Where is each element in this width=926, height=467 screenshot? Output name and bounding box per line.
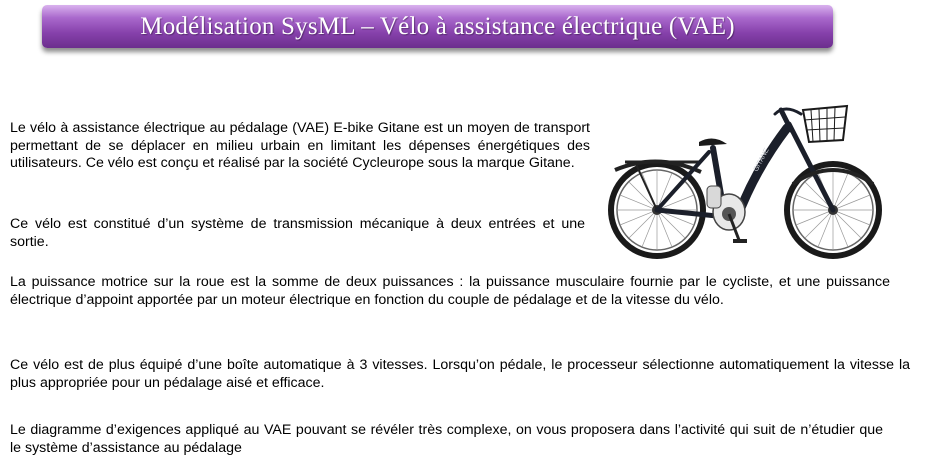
paragraph-transmission: Ce vélo est constitué d’un système de transmission mécanique à deux entrées et une sortie.	[10, 216, 585, 250]
svg-text:GITANE: GITANE	[752, 147, 771, 173]
page-title: Modélisation SysML – Vélo à assistance électrique (VAE)	[140, 12, 735, 40]
paragraph-intro: Le vélo à assistance électrique au pédalage (VAE) E-bike Gitane est un moyen de transport permettant de se déplacer en milieu urbain en limitant les dépenses énergétiques des utilisateurs. Ce vélo est conçu et réalisé par la société Cycleurope sous la marque Gitane.	[10, 120, 590, 171]
paragraph-power: La puissance motrice sur la roue est la somme de deux puissances : la puissance musculaire fournie par le cycliste, et une puissance électrique d’appoint apportée par un moteur électrique en fonction du couple de pédalage et de la vitesse du vélo.	[10, 274, 890, 308]
electric-bicycle-image	[605, 100, 885, 260]
paragraph-gearbox: Ce vélo est de plus équipé d’une boîte automatique à 3 vitesses. Lorsqu’on pédale, le processeur sélectionne automatiquement la vitesse la plus appropriée pour un pédalage aisé et efficace.	[10, 357, 910, 391]
title-banner	[42, 5, 833, 48]
paragraph-requirements: Le diagramme d’exigences appliqué au VAE pouvant se révéler très complexe, on vous proposera dans l’activité qui suit de n’étudier que le système d’assistance au pédalage	[10, 422, 883, 456]
front-basket	[803, 106, 847, 142]
